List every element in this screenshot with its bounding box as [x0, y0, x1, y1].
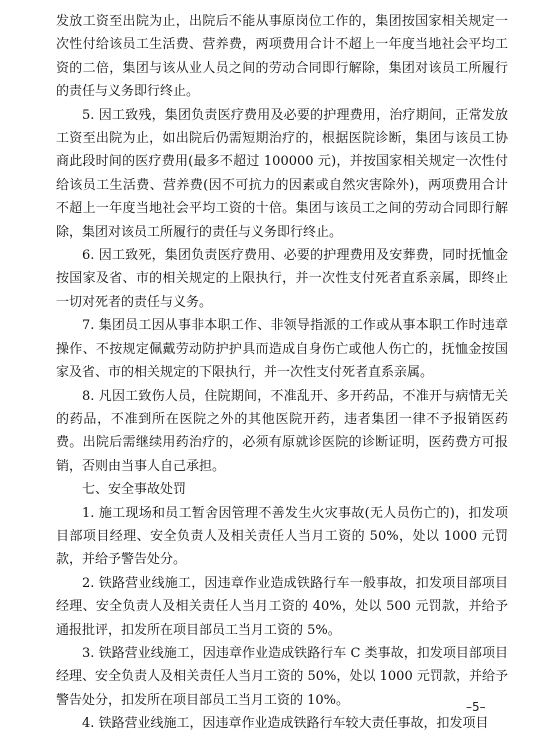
document-body — [56, 10, 508, 736]
paragraph-item-6: 6. 因工致死，集团负责医疗费用、必要的护理费用及安葬费，同时抚恤金按国家及省、市的相关规定的上限执行，并一次性支付死者直系亲属，即终止一切对死者的责任与义务。 — [56, 248, 508, 310]
paragraph-penalty-2: 2. 铁路营业线施工，因违章作业造成铁路行车一般事故，扣发项目部项目经理、安全负责人及相关责任人当月工资的 40%，处以 500 元罚款，并给予通报批评，扣发所在项目部员工当月工资的 5%。 — [56, 575, 508, 638]
paragraph-penalty-1: 1. 施工现场和员工暂舍因管理不善发生火灾事故(无人员伤亡的)，扣发项目部项目经理、安全负责人及相关责任人当月工资的 50%，处以 1000 元罚款，并给予警告处分。 — [56, 505, 508, 568]
paragraph-penalty-4: 4. 铁路营业线施工，因违章作业造成铁路行车较大责任事故，扣发项目 — [82, 716, 489, 732]
section-heading: 七、安全事故处罚 — [82, 482, 187, 498]
paragraph-continuation: 发放工资至出院为止，出院后不能从事原岗位工作的，集团按国家相关规定一次性付给该员工生活费、营养费，两项费用合计不超上一年度当地社会平均工资的二倍，集团与该从业人员之间的劳动合同即行解除，集团对该员工所履行的责任与义务即行终止。 — [56, 14, 508, 100]
page-number: –5– — [466, 700, 486, 714]
paragraph-item-8: 8. 凡因工致伤人员，住院期间，不准乱开、多开药品，不准开与病情无关的药品，不准到所在医院之外的其他医院开药，违者集团一律不予报销医药费。出院后需继续用药治疗的，必须有原就诊医院的诊断证明，医药费方可报销，否则由当事人自己承担。 — [56, 388, 508, 474]
paragraph-item-7: 7. 集团员工因从事非本职工作、非领导指派的工作或从事本职工作时违章操作、不按规定佩戴劳动防护护具而造成自身伤亡或他人伤亡的，抚恤金按国家及省、市的相关规定的下限执行，并一次性支付死者直系亲属。 — [56, 318, 508, 381]
paragraph-item-5: 5. 因工致残，集团负责医疗费用及必要的护理费用，治疗期间，正常发放工资至出院为止，如出院后仍需短期治疗的，根据医院诊断，集团与该员工协商此段时间的医疗费用(最多不超过 100000 元)，并按国家相关规定一次性付给该员工生活费、营养费(因不可抗力的因素或自然灾害除外)，两项费用合计不超上一年度当地社会平均工资的十倍。集团与该员工之间的劳动合同即行解除，集团对该员工所履行的责任与义务即行终止。 — [56, 107, 508, 240]
paragraph-penalty-3: 3. 铁路营业线施工，因违章作业造成铁路行车 C 类事故，扣发项目部项目经理、安全负责人及相关责任人当月工资的 50%，处以 1000 元罚款，并给予警告处分，扣发所在项目部员工当月工资的 10%。 — [56, 645, 508, 708]
